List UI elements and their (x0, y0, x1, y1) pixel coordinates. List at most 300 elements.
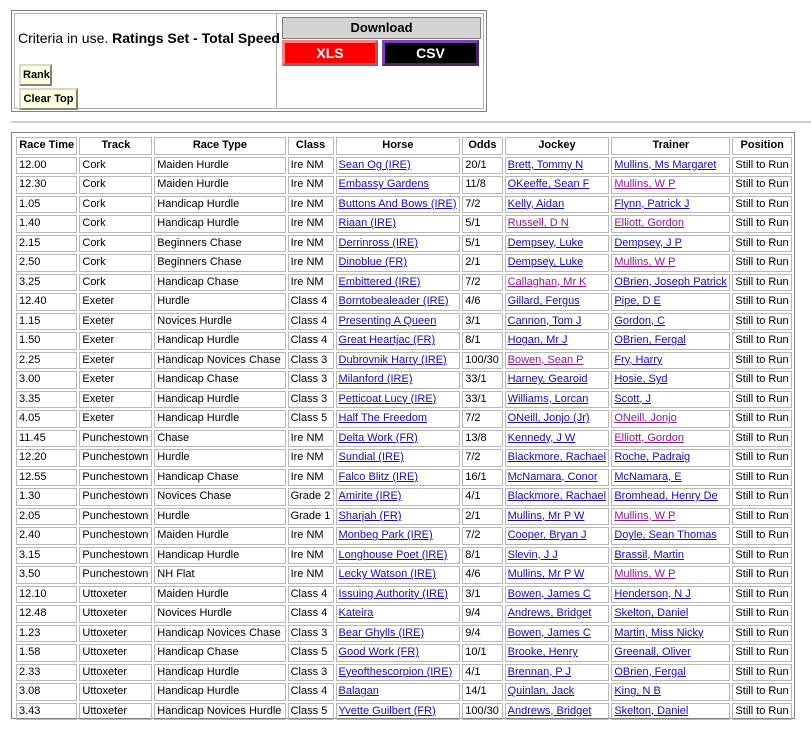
horse-cell (336, 644, 461, 662)
download-cell (279, 14, 484, 108)
trainer-cell (611, 430, 730, 448)
jockey-cell (505, 235, 610, 253)
table-row (16, 293, 792, 311)
race-type-cell: NH Flat (154, 566, 285, 584)
table-row (16, 235, 792, 253)
horse-link[interactable]: Great Heartjac (FR) (338, 334, 436, 347)
jockey-cell (505, 605, 610, 623)
position-cell: Still to Run (732, 625, 792, 643)
horse-link[interactable]: Monbeg Park (IRE) (338, 529, 433, 542)
trainer-link[interactable]: Skelton, Daniel (614, 704, 689, 717)
header-race-time: Race Time (16, 137, 77, 155)
position-cell: Still to Run (732, 293, 792, 311)
trainer-link[interactable]: Elliott, Gordon (614, 217, 685, 230)
race-time-cell: 12.48 (16, 605, 77, 623)
table-row (16, 508, 792, 526)
jockey-cell (505, 703, 610, 721)
trainer-cell (611, 469, 730, 487)
horse-link[interactable]: Presenting A Queen (338, 314, 437, 327)
horse-cell (336, 157, 461, 175)
track-cell: Uttoxeter (79, 683, 152, 701)
trainer-link[interactable]: Scott, J (614, 392, 652, 405)
trainer-link[interactable]: Mullins, W P (614, 256, 676, 269)
trainer-cell (611, 644, 730, 662)
track-cell: Exeter (79, 391, 152, 409)
horse-link[interactable]: Bear Ghylls (IRE) (338, 626, 425, 639)
jockey-link[interactable]: Hogan, Mr J (507, 334, 568, 347)
position-cell: Still to Run (732, 527, 792, 545)
position-cell: Still to Run (732, 410, 792, 428)
trainer-link[interactable]: McNamara, E (614, 470, 682, 483)
jockey-link[interactable]: Bowen, Sean P (507, 353, 584, 366)
jockey-cell (505, 625, 610, 643)
horse-cell (336, 274, 461, 292)
class-cell: Class 3 (288, 391, 334, 409)
horse-link[interactable]: Balagan (338, 685, 379, 698)
jockey-cell (505, 683, 610, 701)
jockey-link[interactable]: Cannon, Tom J (507, 314, 582, 327)
jockey-link[interactable]: Andrews, Bridget (507, 607, 592, 620)
class-cell: Class 4 (288, 313, 334, 331)
position-cell: Still to Run (732, 605, 792, 623)
odds-cell: 4/6 (462, 566, 502, 584)
table-row (16, 469, 792, 487)
race-type-cell: Beginners Chase (154, 235, 285, 253)
position-cell: Still to Run (732, 254, 792, 272)
jockey-cell (505, 586, 610, 604)
class-cell: Ire NM (288, 196, 334, 214)
position-cell: Still to Run (732, 274, 792, 292)
odds-cell: 100/30 (462, 703, 502, 721)
trainer-cell (611, 332, 730, 350)
table-row (16, 352, 792, 370)
trainer-link[interactable]: Hosie, Syd (614, 373, 668, 386)
race-time-cell: 2.33 (16, 664, 77, 682)
trainer-link[interactable]: OBrien, Fergal (614, 334, 686, 347)
trainer-link[interactable]: Doyle, Sean Thomas (614, 529, 717, 542)
trainer-link[interactable]: Brassil, Martin (614, 548, 685, 561)
position-cell: Still to Run (732, 683, 792, 701)
jockey-link[interactable]: Kelly, Aidan (507, 197, 565, 210)
jockey-cell (505, 644, 610, 662)
table-row (16, 703, 792, 721)
jockey-cell (505, 215, 610, 233)
track-cell: Punchestown (79, 430, 152, 448)
jockey-link[interactable]: Dempsey, Luke (507, 236, 584, 249)
trainer-cell (611, 547, 730, 565)
trainer-link[interactable]: King, N B (614, 685, 661, 698)
class-cell: Class 4 (288, 683, 334, 701)
horse-cell (336, 605, 461, 623)
trainer-cell (611, 625, 730, 643)
trainer-link[interactable]: Bromhead, Henry De (614, 490, 718, 503)
class-cell: Class 5 (288, 410, 334, 428)
trainer-cell (611, 352, 730, 370)
jockey-link[interactable]: McNamara, Conor (507, 470, 598, 483)
trainer-cell (611, 274, 730, 292)
horse-link[interactable]: Sean Og (IRE) (338, 158, 411, 171)
race-time-cell: 12.40 (16, 293, 77, 311)
race-type-cell: Handicap Hurdle (154, 547, 285, 565)
horse-link[interactable]: Dinoblue (FR) (338, 256, 407, 269)
horse-link[interactable]: Lecky Watson (IRE) (338, 568, 436, 581)
position-cell: Still to Run (732, 547, 792, 565)
class-cell: Class 4 (288, 332, 334, 350)
position-cell: Still to Run (732, 391, 792, 409)
table-row (16, 488, 792, 506)
header-odds: Odds (462, 137, 502, 155)
header-position: Position (732, 137, 792, 155)
trainer-cell (611, 196, 730, 214)
odds-cell: 7/2 (462, 196, 502, 214)
odds-cell: 4/1 (462, 488, 502, 506)
horse-link[interactable]: Embassy Gardens (338, 178, 430, 191)
controls-panel-inner (14, 13, 484, 109)
jockey-link[interactable]: Blackmore, Rachael (507, 490, 607, 503)
horse-cell (336, 254, 461, 272)
jockey-link[interactable]: Brooke, Henry (507, 646, 578, 659)
track-cell: Cork (79, 157, 152, 175)
horse-link[interactable]: Sundial (IRE) (338, 451, 404, 464)
race-time-cell: 1.23 (16, 625, 77, 643)
trainer-link[interactable]: Gordon, C (614, 314, 666, 327)
race-type-cell: Novices Chase (154, 488, 285, 506)
race-time-cell: 1.50 (16, 332, 77, 350)
class-cell: Class 4 (288, 293, 334, 311)
horse-link[interactable]: Milanford (IRE) (338, 373, 413, 386)
class-cell: Ire NM (288, 547, 334, 565)
clear-top-button[interactable]: Clear Top (19, 88, 78, 110)
horse-link[interactable]: Yvette Guilbert (FR) (338, 704, 436, 717)
position-cell: Still to Run (732, 332, 792, 350)
table-row (16, 332, 792, 350)
races-table (14, 135, 794, 722)
race-time-cell: 1.58 (16, 644, 77, 662)
class-cell: Ire NM (288, 215, 334, 233)
horse-link[interactable]: Eyeofthescorpion (IRE) (338, 665, 453, 678)
track-cell: Uttoxeter (79, 605, 152, 623)
trainer-cell (611, 371, 730, 389)
jockey-link[interactable]: Brennan, P J (507, 665, 572, 678)
class-cell: Class 4 (288, 605, 334, 623)
position-cell: Still to Run (732, 703, 792, 721)
xls-download-button[interactable]: XLS (282, 40, 378, 66)
track-cell: Exeter (79, 313, 152, 331)
race-type-cell: Maiden Hurdle (154, 586, 285, 604)
race-type-cell: Handicap Novices Chase (154, 625, 285, 643)
trainer-link[interactable]: Mullins, W P (614, 178, 676, 191)
track-cell: Uttoxeter (79, 625, 152, 643)
class-cell: Class 5 (288, 703, 334, 721)
odds-cell: 16/1 (462, 469, 502, 487)
criteria-text (18, 30, 280, 46)
race-time-cell: 3.35 (16, 391, 77, 409)
horse-link[interactable]: Kateira (338, 607, 374, 620)
track-cell: Uttoxeter (79, 664, 152, 682)
horse-cell (336, 508, 461, 526)
jockey-link[interactable]: Bowen, James C (507, 626, 591, 639)
horse-cell (336, 293, 461, 311)
jockey-link[interactable]: Slevin, J J (507, 548, 558, 561)
odds-cell: 7/2 (462, 449, 502, 467)
horse-cell (336, 410, 461, 428)
jockey-cell (505, 508, 610, 526)
race-time-cell: 1.05 (16, 196, 77, 214)
position-cell: Still to Run (732, 469, 792, 487)
odds-cell: 9/4 (462, 605, 502, 623)
race-time-cell: 2.05 (16, 508, 77, 526)
race-type-cell: Handicap Hurdle (154, 664, 285, 682)
jockey-link[interactable]: ONeill, Jonjo (Jr) (507, 412, 590, 425)
jockey-link[interactable]: Blackmore, Rachael (507, 451, 607, 464)
horse-cell (336, 235, 461, 253)
jockey-cell (505, 566, 610, 584)
track-cell: Exeter (79, 410, 152, 428)
table-row (16, 254, 792, 272)
jockey-link[interactable]: Mullins, Mr P W (507, 568, 585, 581)
trainer-link[interactable]: Martin, Miss Nicky (614, 626, 704, 639)
horse-link[interactable]: Good Work (FR) (338, 646, 420, 659)
position-cell: Still to Run (732, 215, 792, 233)
table-row (16, 391, 792, 409)
horse-cell (336, 527, 461, 545)
trainer-link[interactable]: Fry, Harry (614, 353, 663, 366)
horse-cell (336, 313, 461, 331)
horse-link[interactable]: Sharjah (FR) (338, 509, 402, 522)
class-cell: Ire NM (288, 235, 334, 253)
track-cell: Punchestown (79, 488, 152, 506)
horse-link[interactable]: Petticoat Lucy (IRE) (338, 392, 437, 405)
trainer-link[interactable]: Roche, Padraig (614, 451, 691, 464)
trainer-cell (611, 410, 730, 428)
odds-cell: 9/4 (462, 625, 502, 643)
table-row (16, 625, 792, 643)
horse-cell (336, 469, 461, 487)
jockey-cell (505, 371, 610, 389)
position-cell: Still to Run (732, 664, 792, 682)
trainer-cell (611, 527, 730, 545)
horse-link[interactable]: Borntobealeader (IRE) (338, 295, 449, 308)
jockey-link[interactable]: Cooper, Bryan J (507, 529, 587, 542)
horse-cell (336, 391, 461, 409)
jockey-cell (505, 391, 610, 409)
jockey-cell (505, 527, 610, 545)
table-row (16, 157, 792, 175)
horizontal-rule (11, 121, 811, 123)
trainer-link[interactable]: Elliott, Gordon (614, 431, 685, 444)
class-cell: Class 3 (288, 371, 334, 389)
race-time-cell: 12.00 (16, 157, 77, 175)
trainer-link[interactable]: Skelton, Daniel (614, 607, 689, 620)
race-type-cell: Beginners Chase (154, 254, 285, 272)
track-cell: Cork (79, 254, 152, 272)
header-trainer: Trainer (611, 137, 730, 155)
odds-cell: 3/1 (462, 586, 502, 604)
position-cell: Still to Run (732, 352, 792, 370)
table-row (16, 371, 792, 389)
jockey-cell (505, 352, 610, 370)
table-row (16, 605, 792, 623)
track-cell: Uttoxeter (79, 703, 152, 721)
trainer-cell (611, 293, 730, 311)
horse-link[interactable]: Issuing Authority (IRE) (338, 587, 448, 600)
trainer-link[interactable]: Mullins, W P (614, 568, 676, 581)
jockey-link[interactable]: Mullins, Mr P W (507, 509, 585, 522)
race-time-cell: 2.40 (16, 527, 77, 545)
race-type-cell: Handicap Chase (154, 274, 285, 292)
position-cell: Still to Run (732, 566, 792, 584)
jockey-link[interactable]: Williams, Lorcan (507, 392, 589, 405)
jockey-cell (505, 410, 610, 428)
criteria-cell (15, 14, 280, 108)
race-time-cell: 2.25 (16, 352, 77, 370)
trainer-link[interactable]: Mullins, Ms Margaret (614, 158, 717, 171)
jockey-link[interactable]: Callaghan, Mr K (507, 275, 587, 288)
horse-link[interactable]: Half The Freedom (338, 412, 427, 425)
trainer-cell (611, 664, 730, 682)
jockey-link[interactable]: Quinlan, Jack (507, 685, 575, 698)
horse-cell (336, 488, 461, 506)
horse-cell (336, 430, 461, 448)
odds-cell: 8/1 (462, 332, 502, 350)
table-row (16, 527, 792, 545)
horse-link[interactable]: Falco Blitz (IRE) (338, 470, 418, 483)
race-type-cell: Handicap Chase (154, 469, 285, 487)
jockey-link[interactable]: Russell, D N (507, 217, 569, 230)
table-row (16, 410, 792, 428)
race-type-cell: Handicap Hurdle (154, 683, 285, 701)
trainer-link[interactable]: Greenall, Oliver (614, 646, 691, 659)
track-cell: Uttoxeter (79, 586, 152, 604)
jockey-link[interactable]: Dempsey, Luke (507, 256, 584, 269)
table-row (16, 449, 792, 467)
position-cell: Still to Run (732, 196, 792, 214)
jockey-cell (505, 254, 610, 272)
jockey-link[interactable]: Brett, Tommy N (507, 158, 584, 171)
horse-link[interactable]: Delta Work (FR) (338, 431, 418, 444)
trainer-link[interactable]: Henderson, N J (614, 587, 691, 600)
race-type-cell: Handicap Hurdle (154, 410, 285, 428)
horse-link[interactable]: Derrinross (IRE) (338, 236, 418, 249)
race-time-cell: 4.05 (16, 410, 77, 428)
jockey-link[interactable]: Gillard, Fergus (507, 295, 580, 308)
race-time-cell: 12.10 (16, 586, 77, 604)
position-cell: Still to Run (732, 586, 792, 604)
jockey-cell (505, 430, 610, 448)
trainer-cell (611, 703, 730, 721)
header-jockey: Jockey (505, 137, 610, 155)
race-time-cell: 1.30 (16, 488, 77, 506)
trainer-cell (611, 605, 730, 623)
position-cell: Still to Run (732, 488, 792, 506)
csv-download-button[interactable]: CSV (382, 40, 479, 66)
trainer-link[interactable]: ONeill, Jonjo (614, 412, 677, 425)
header-track: Track (79, 137, 152, 155)
horse-link[interactable]: Embittered (IRE) (338, 275, 421, 288)
track-cell: Uttoxeter (79, 644, 152, 662)
horse-cell (336, 176, 461, 194)
race-type-cell: Handicap Hurdle (154, 391, 285, 409)
table-row (16, 313, 792, 331)
header-class: Class (288, 137, 334, 155)
class-cell: Grade 2 (288, 488, 334, 506)
track-cell: Exeter (79, 293, 152, 311)
trainer-cell (611, 215, 730, 233)
position-cell: Still to Run (732, 644, 792, 662)
horse-link[interactable]: Dubrovnik Harry (IRE) (338, 353, 447, 366)
criteria-prefix: Criteria in use. (18, 30, 109, 46)
class-cell: Ire NM (288, 157, 334, 175)
race-time-cell: 12.20 (16, 449, 77, 467)
odds-cell: 100/30 (462, 352, 502, 370)
table-row (16, 196, 792, 214)
trainer-link[interactable]: Dempsey, J P (614, 236, 682, 249)
race-time-cell: 3.43 (16, 703, 77, 721)
race-type-cell: Handicap Chase (154, 644, 285, 662)
track-cell: Cork (79, 215, 152, 233)
odds-cell: 4/1 (462, 664, 502, 682)
trainer-link[interactable]: Mullins, W P (614, 509, 676, 522)
trainer-link[interactable]: Pipe, D E (614, 295, 661, 308)
race-time-cell: 3.15 (16, 547, 77, 565)
jockey-link[interactable]: OKeeffe, Sean F (507, 178, 590, 191)
header-race-type: Race Type (154, 137, 285, 155)
race-type-cell: Novices Hurdle (154, 313, 285, 331)
jockey-cell (505, 469, 610, 487)
jockey-link[interactable]: Kennedy, J W (507, 431, 576, 444)
table-row (16, 215, 792, 233)
rank-button[interactable]: Rank (19, 64, 52, 86)
table-row (16, 664, 792, 682)
odds-cell: 5/1 (462, 235, 502, 253)
horse-cell (336, 683, 461, 701)
trainer-link[interactable]: OBrien, Fergal (614, 665, 686, 678)
trainer-link[interactable]: OBrien, Joseph Patrick (614, 275, 727, 288)
race-time-cell: 1.40 (16, 215, 77, 233)
class-cell: Ire NM (288, 274, 334, 292)
jockey-link[interactable]: Andrews, Bridget (507, 704, 592, 717)
trainer-cell (611, 508, 730, 526)
trainer-cell (611, 313, 730, 331)
track-cell: Punchestown (79, 469, 152, 487)
horse-link[interactable]: Amirite (IRE) (338, 490, 402, 503)
jockey-cell (505, 488, 610, 506)
horse-link[interactable]: Riaan (IRE) (338, 217, 396, 230)
position-cell: Still to Run (732, 176, 792, 194)
horse-link[interactable]: Buttons And Bows (IRE) (338, 197, 457, 210)
jockey-cell (505, 449, 610, 467)
horse-link[interactable]: Longhouse Poet (IRE) (338, 548, 448, 561)
trainer-cell (611, 254, 730, 272)
jockey-cell (505, 332, 610, 350)
race-time-cell: 1.15 (16, 313, 77, 331)
track-cell: Punchestown (79, 566, 152, 584)
jockey-cell (505, 293, 610, 311)
jockey-link[interactable]: Harney, Gearoid (507, 373, 588, 386)
odds-cell: 4/6 (462, 293, 502, 311)
odds-cell: 2/1 (462, 254, 502, 272)
table-header-row (16, 137, 792, 155)
position-cell: Still to Run (732, 430, 792, 448)
trainer-link[interactable]: Flynn, Patrick J (614, 197, 690, 210)
jockey-link[interactable]: Bowen, James C (507, 587, 591, 600)
odds-cell: 8/1 (462, 547, 502, 565)
race-type-cell: Hurdle (154, 293, 285, 311)
trainer-cell (611, 176, 730, 194)
odds-cell: 3/1 (462, 313, 502, 331)
odds-cell: 5/1 (462, 215, 502, 233)
race-type-cell: Handicap Hurdle (154, 196, 285, 214)
